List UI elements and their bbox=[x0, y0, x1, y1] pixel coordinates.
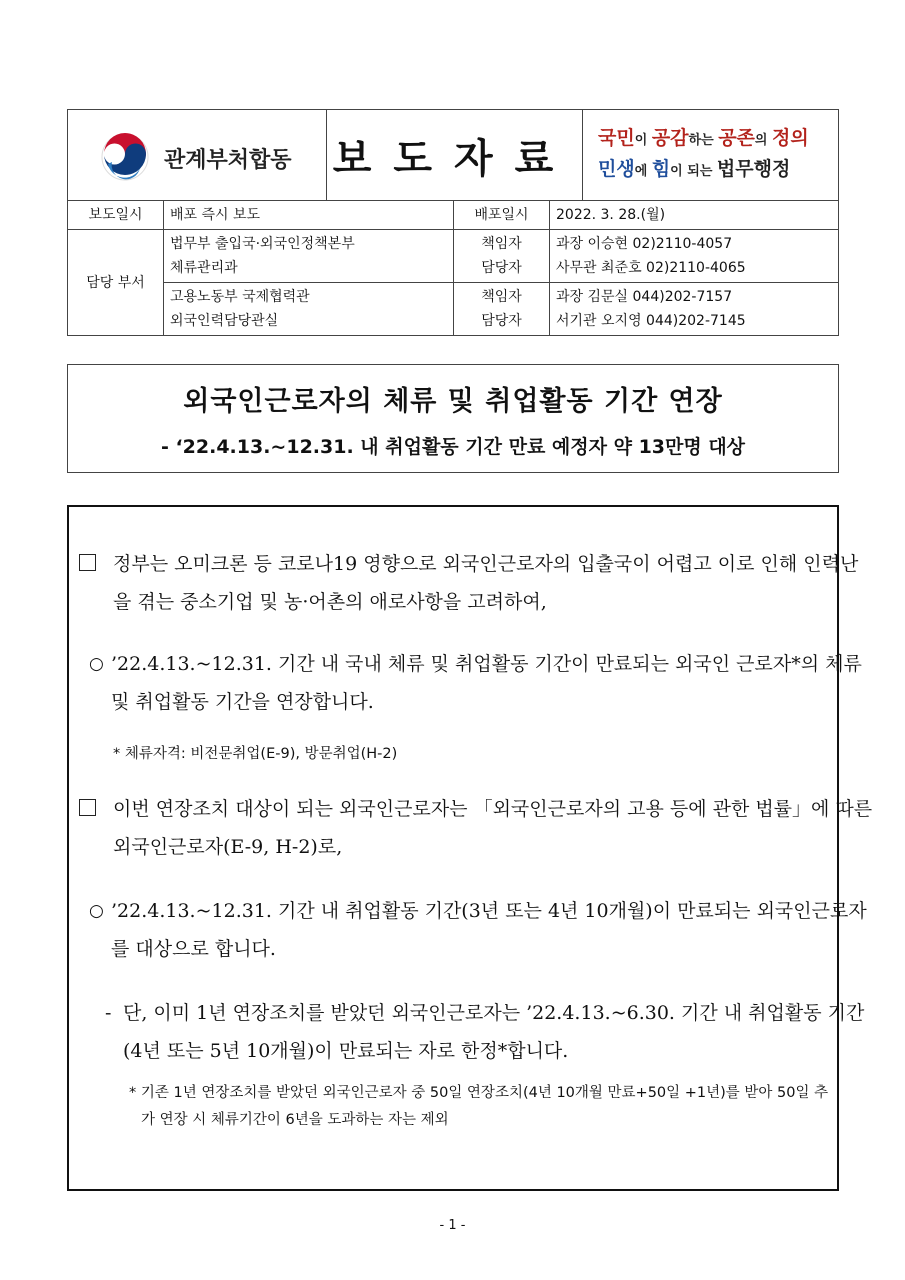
slogan-word: 정의 bbox=[772, 127, 809, 149]
footnote: * 체류자격: 비전문취업(E-9), 방문취업(H-2) bbox=[113, 746, 398, 762]
press-release-header bbox=[67, 109, 839, 200]
department-row bbox=[68, 230, 839, 283]
slogan-word: 에 bbox=[634, 164, 652, 179]
paragraph-text: ’22.4.13.~12.31. 기간 내 국내 체류 및 취업활동 기간이 만료되는 외국인 근로자*의 체류 및 취업활동 기간을 연장합니다. bbox=[111, 653, 862, 713]
contact-roles bbox=[454, 283, 550, 336]
contact-entry: 사무관 최준호 02)2110-4065 bbox=[556, 260, 746, 276]
release-value: 배포 즉시 보도 bbox=[164, 201, 454, 230]
paragraph-text: 단, 이미 1년 연장조치를 받았던 외국인근로자는 ’22.4.13.~6.30. 기간 내 취업활동 기간(4년 또는 5년 10개월)이 만료되는 자로 한정*합니다. bbox=[123, 1002, 865, 1062]
sub-bullet-paragraph bbox=[69, 645, 871, 721]
logo-text: 관계부처합동 bbox=[164, 148, 292, 173]
distribution-value: 2022. 3. 28.(월) bbox=[550, 201, 839, 230]
department-name-line: 법무부 출입국·외국인정책본부 bbox=[170, 236, 355, 252]
department-name bbox=[164, 283, 454, 336]
slogan-word: 하는 bbox=[688, 133, 719, 148]
contact-list bbox=[550, 230, 839, 283]
slogan-word: 민생 bbox=[598, 158, 635, 180]
paragraph-text: ’22.4.13.~12.31. 기간 내 취업활동 기간(3년 또는 4년 10개월)이 만료되는 외국인근로자를 대상으로 합니다. bbox=[111, 900, 867, 960]
role-label: 책임자 bbox=[481, 236, 522, 252]
contact-entry: 과장 김문실 044)202-7157 bbox=[556, 289, 733, 305]
slogan-word: 이 bbox=[634, 133, 652, 148]
role-label: 담당자 bbox=[481, 260, 522, 276]
paragraph-text: 이번 연장조치 대상이 되는 외국인근로자는 「외국인근로자의 고용 등에 관한 법률」에 따른 외국인근로자(E-9, H-2)로, bbox=[113, 798, 873, 858]
square-bullet-icon bbox=[79, 554, 96, 571]
slogan-word: 법무행정 bbox=[716, 158, 791, 180]
square-bullet-icon bbox=[79, 799, 96, 816]
circle-bullet-icon: ○ bbox=[89, 901, 104, 921]
department-row bbox=[68, 283, 839, 336]
circle-bullet-icon: ○ bbox=[89, 654, 104, 674]
bullet-paragraph bbox=[69, 545, 873, 621]
sub-bullet-paragraph bbox=[69, 892, 871, 968]
department-name-line: 체류관리과 bbox=[170, 260, 238, 276]
taegeuk-emblem-icon bbox=[100, 132, 150, 182]
body-box bbox=[67, 505, 873, 1191]
role-label: 책임자 bbox=[481, 289, 522, 305]
page-number: - 1 - bbox=[439, 1218, 466, 1233]
slogan-word: 이 되는 bbox=[670, 164, 717, 179]
release-date-row bbox=[68, 201, 839, 230]
press-release-title: 보도자료 bbox=[326, 110, 583, 200]
paragraph-text: 정부는 오미크론 등 코로나19 영향으로 외국인근로자의 입출국이 어렵고 이로 인해 인력난을 겪는 중소기업 및 농·어촌의 애로사항을 고려하여, bbox=[113, 553, 859, 613]
slogan-word: 공존 bbox=[718, 127, 755, 149]
release-info-table bbox=[67, 200, 839, 336]
slogan-word: 국민 bbox=[598, 127, 635, 149]
dash-bullet-icon: - bbox=[105, 1002, 112, 1024]
department-name-line: 외국인력담당관실 bbox=[170, 313, 279, 329]
bullet-paragraph bbox=[69, 790, 873, 866]
release-label: 보도일시 bbox=[68, 201, 164, 230]
slogan-line-2 bbox=[598, 155, 838, 186]
contact-list bbox=[550, 283, 839, 336]
dash-paragraph bbox=[69, 994, 883, 1070]
role-label: 담당자 bbox=[481, 313, 522, 329]
slogan-line-1 bbox=[598, 124, 838, 155]
headline-subtitle: - ‘22.4.13.~12.31. 내 취업활동 기간 만료 예정자 약 13만명 대상 bbox=[160, 436, 746, 458]
headline-box bbox=[67, 364, 839, 473]
department-label: 담당 부서 bbox=[68, 230, 164, 336]
slogan-word: 힘 bbox=[651, 158, 671, 180]
department-name-line: 고용노동부 국제협력관 bbox=[170, 289, 310, 305]
distribution-label: 배포일시 bbox=[454, 201, 550, 230]
slogan-word: 공감 bbox=[651, 127, 689, 149]
headline-title: 외국인근로자의 체류 및 취업활동 기간 연장 bbox=[183, 386, 723, 417]
footnote: * 기존 1년 연장조치를 받았던 외국인근로자 중 50일 연장조치(4년 10개월 만료+50일 +1년)를 받아 50일 추가 연장 시 체류기간이 6년을 도과하는 자는 제외 bbox=[129, 1085, 829, 1128]
contact-roles bbox=[454, 230, 550, 283]
contact-entry: 서기관 오지영 044)202-7145 bbox=[556, 313, 746, 329]
ministry-slogan bbox=[582, 110, 838, 200]
department-name bbox=[164, 230, 454, 283]
slogan-word: 의 bbox=[754, 133, 772, 148]
logo-cell bbox=[68, 110, 327, 200]
contact-entry: 과장 이승현 02)2110-4057 bbox=[556, 236, 733, 252]
